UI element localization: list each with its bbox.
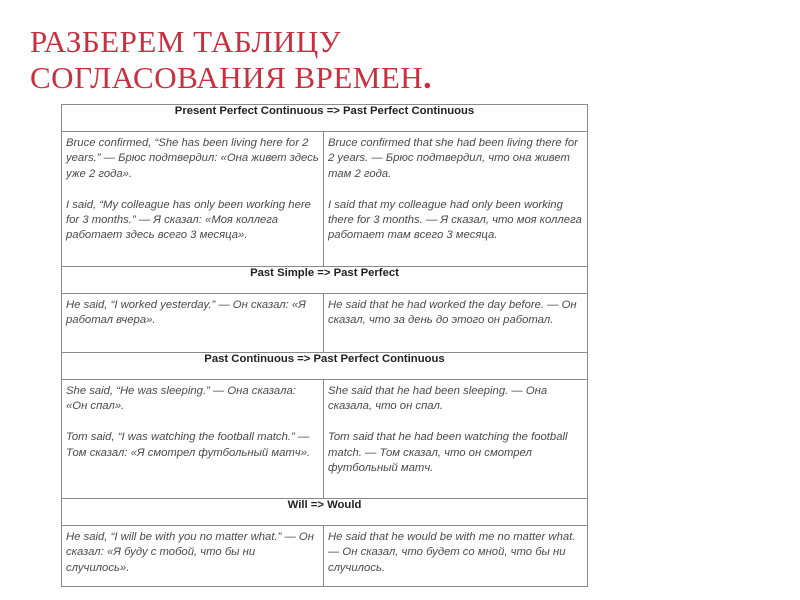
example-text: I said, “My colleague has only been working here for 3 months.” — Я сказал: «Моя коллега работает здесь всего 3 месяца». [66,198,311,242]
slide-title-period: . [423,59,433,96]
slide-title-line-2 [30,60,432,96]
section-header: Will => Would [62,499,588,526]
example-text: He said, “I will be with you no matter what.” — Он сказал: «Я буду с тобой, что бы ни случилось». [66,531,314,574]
example-text: Bruce confirmed, “She has been living here for 2 years.” — Брюс подтвердил: «Она живет здесь уже 2 года». [66,137,319,180]
section-header-row [62,105,588,132]
example-text: I said that my colleague had only been working there for 3 months. — Я сказал, что моя коллега работает там всего 3 месяца. [328,198,582,242]
section-header-row [62,499,588,526]
example-text: He said, “I worked yesterday.” — Он сказал: «Я работал вчера». [66,299,306,327]
reported-speech-cell [324,294,588,353]
direct-speech-cell [62,132,324,267]
table-row [62,380,588,499]
section-header: Past Simple => Past Perfect [62,267,588,294]
reported-speech-cell [324,526,588,587]
example-text: Tom said that he had been watching the football match. — Том сказал, что он смотрел футбольный матч. [328,431,568,475]
direct-speech-cell [62,380,324,499]
table-row [62,294,588,353]
section-header: Present Perfect Continuous => Past Perfect Continuous [62,105,588,132]
example-text: She said, “He was sleeping.” — Она сказала: «Он спал». [66,385,296,413]
example-text: She said that he had been sleeping. — Она сказала, что он спал. [328,385,548,413]
example-text: Bruce confirmed that she had been living there for 2 years. — Брюс подтвердил, что она живет там 2 года. [328,137,578,180]
slide-title [30,24,432,96]
example-text: He said that he had worked the day before. — Он сказал, что за день до этого он работал. [328,299,577,327]
table-row [62,132,588,267]
slide-title-line-2-text: СОГЛАСОВАНИЯ ВРЕМЕН [30,60,424,95]
reported-speech-cell [324,132,588,267]
example-text: He said that he would be with me no matter what. — Он сказал, что будет со мной, что бы ни случилось. [328,531,576,574]
reported-speech-cell [324,380,588,499]
section-header: Past Continuous => Past Perfect Continuous [62,353,588,380]
example-text: Tom said, “I was watching the football match.” — Том сказал: «Я смотрел футбольный матч». [66,431,311,459]
slide-title-line-1: РАЗБЕРЕМ ТАБЛИЦУ [30,24,342,59]
tense-agreement-table [61,104,588,587]
direct-speech-cell [62,294,324,353]
direct-speech-cell [62,526,324,587]
table-row [62,526,588,587]
section-header-row [62,267,588,294]
section-header-row [62,353,588,380]
